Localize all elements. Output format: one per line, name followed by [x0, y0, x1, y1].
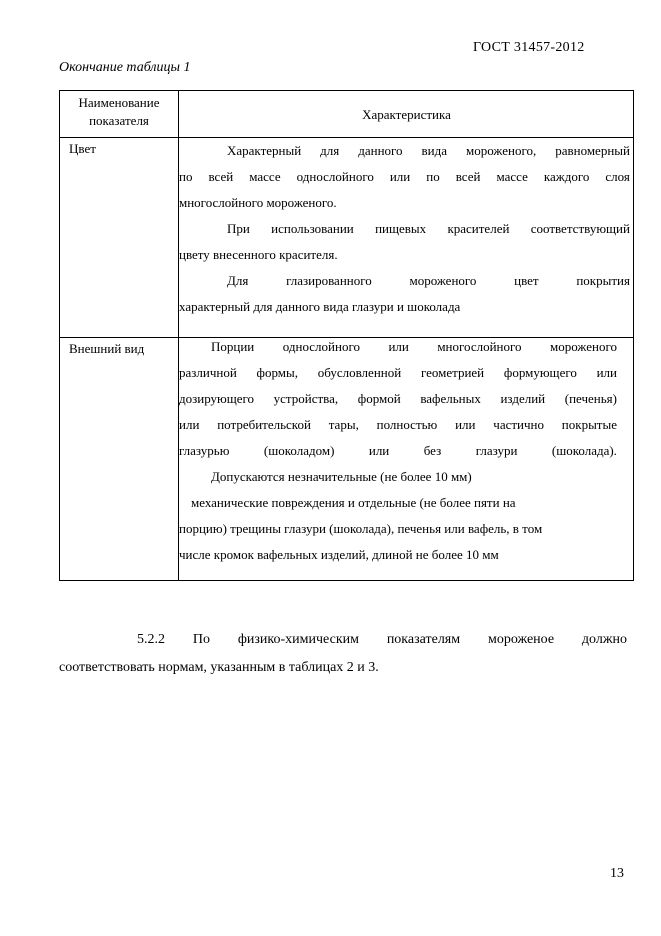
- word: (печенья): [564, 391, 617, 406]
- word: массе: [496, 169, 528, 184]
- word: (шоколадом): [263, 443, 335, 458]
- table-caption: Окончание таблицы 1: [59, 60, 191, 75]
- body-paragraph: [59, 626, 627, 682]
- word: пищевых: [375, 221, 427, 236]
- word: формы,: [256, 365, 298, 380]
- row-text-color: [179, 138, 630, 320]
- word: всей: [455, 169, 481, 184]
- text-line: [179, 138, 630, 164]
- word: глазури: [475, 443, 518, 458]
- text-line: [179, 438, 617, 464]
- row-name-color: Цвет: [69, 141, 96, 156]
- word: Порции: [211, 339, 255, 354]
- word: мороженого,: [466, 143, 537, 158]
- word: мороженое: [487, 632, 555, 647]
- word: для: [320, 143, 340, 158]
- word: потребительской: [217, 417, 311, 432]
- column-header-name: Наименование показателя: [78, 95, 160, 128]
- word: полностью: [376, 417, 438, 432]
- word: без: [423, 443, 442, 458]
- text-line: [179, 216, 630, 242]
- text-line: порцию) трещины глазури (шоколада), печенья или вафель, в том: [179, 521, 543, 536]
- column-header-characteristic: Характеристика: [362, 107, 451, 122]
- word: массе: [249, 169, 281, 184]
- word: Для: [227, 273, 249, 288]
- text-line: числе кромок вафельных изделий, длиной не более 10 мм: [179, 547, 499, 562]
- word: формующего: [503, 365, 577, 380]
- word: устройства,: [273, 391, 339, 406]
- word: покрытия: [576, 273, 630, 288]
- text-line: [179, 360, 617, 386]
- word: цвет: [514, 273, 539, 288]
- word: использовании: [271, 221, 354, 236]
- word: многослойного: [437, 339, 522, 354]
- word: покрытые: [561, 417, 617, 432]
- word: всей: [208, 169, 234, 184]
- word: глазурью: [179, 443, 230, 458]
- word: каждого: [543, 169, 590, 184]
- word: или: [179, 417, 200, 432]
- word: или: [596, 365, 617, 380]
- text-line: многослойного мороженого.: [179, 195, 337, 210]
- word: вида: [421, 143, 448, 158]
- text-line: характерный для данного вида глазури и шоколада: [179, 299, 461, 314]
- text-line: Допускаются незначительные (не более 10 мм): [211, 469, 472, 484]
- word: геометрией: [420, 365, 485, 380]
- word: мороженого: [550, 339, 617, 354]
- word: обусловленной: [317, 365, 402, 380]
- word: должно: [581, 632, 627, 647]
- word: соответствующий: [530, 221, 630, 236]
- word: показателям: [386, 632, 461, 647]
- word: равномерный: [555, 143, 630, 158]
- word: изделий: [500, 391, 546, 406]
- word: тары,: [328, 417, 359, 432]
- word: красителей: [447, 221, 510, 236]
- word: данного: [358, 143, 403, 158]
- word: или: [455, 417, 476, 432]
- spec-table: [59, 90, 634, 581]
- word: однослойного: [282, 339, 360, 354]
- text-line: [179, 412, 617, 438]
- page-number: 13: [610, 866, 624, 881]
- text-line: [179, 334, 617, 360]
- word: слоя: [605, 169, 630, 184]
- word: или: [388, 339, 409, 354]
- text-line: [179, 268, 630, 294]
- text-line: [179, 386, 617, 412]
- paragraph-line: [59, 626, 627, 654]
- word: или: [389, 169, 411, 184]
- word: дозирующего: [179, 391, 255, 406]
- word: вафельных: [420, 391, 481, 406]
- word: (шоколада).: [551, 443, 617, 458]
- word: физико-химическим: [237, 632, 359, 647]
- word: Характерный: [227, 143, 302, 158]
- word: формой: [357, 391, 401, 406]
- word: 5.2.2: [137, 632, 165, 647]
- word: При: [227, 221, 250, 236]
- row-name-appearance: Внешний вид: [69, 341, 145, 356]
- word: глазированного: [286, 273, 372, 288]
- word: различной: [179, 365, 237, 380]
- row-text-appearance: [179, 334, 617, 568]
- word: однослойного: [296, 169, 374, 184]
- word: мороженого: [409, 273, 477, 288]
- word: или: [368, 443, 390, 458]
- word: По: [192, 632, 210, 647]
- text-line: [179, 164, 630, 190]
- word: частично: [493, 417, 544, 432]
- paragraph-line: соответствовать нормам, указанным в таблицах 2 и 3.: [59, 660, 379, 675]
- word: по: [179, 169, 193, 184]
- document-code: ГОСТ 31457-2012: [473, 40, 585, 55]
- word: по: [426, 169, 440, 184]
- text-line: цвету внесенного красителя.: [179, 247, 338, 262]
- text-line: механические повреждения и отдельные (не более пяти на: [191, 495, 516, 510]
